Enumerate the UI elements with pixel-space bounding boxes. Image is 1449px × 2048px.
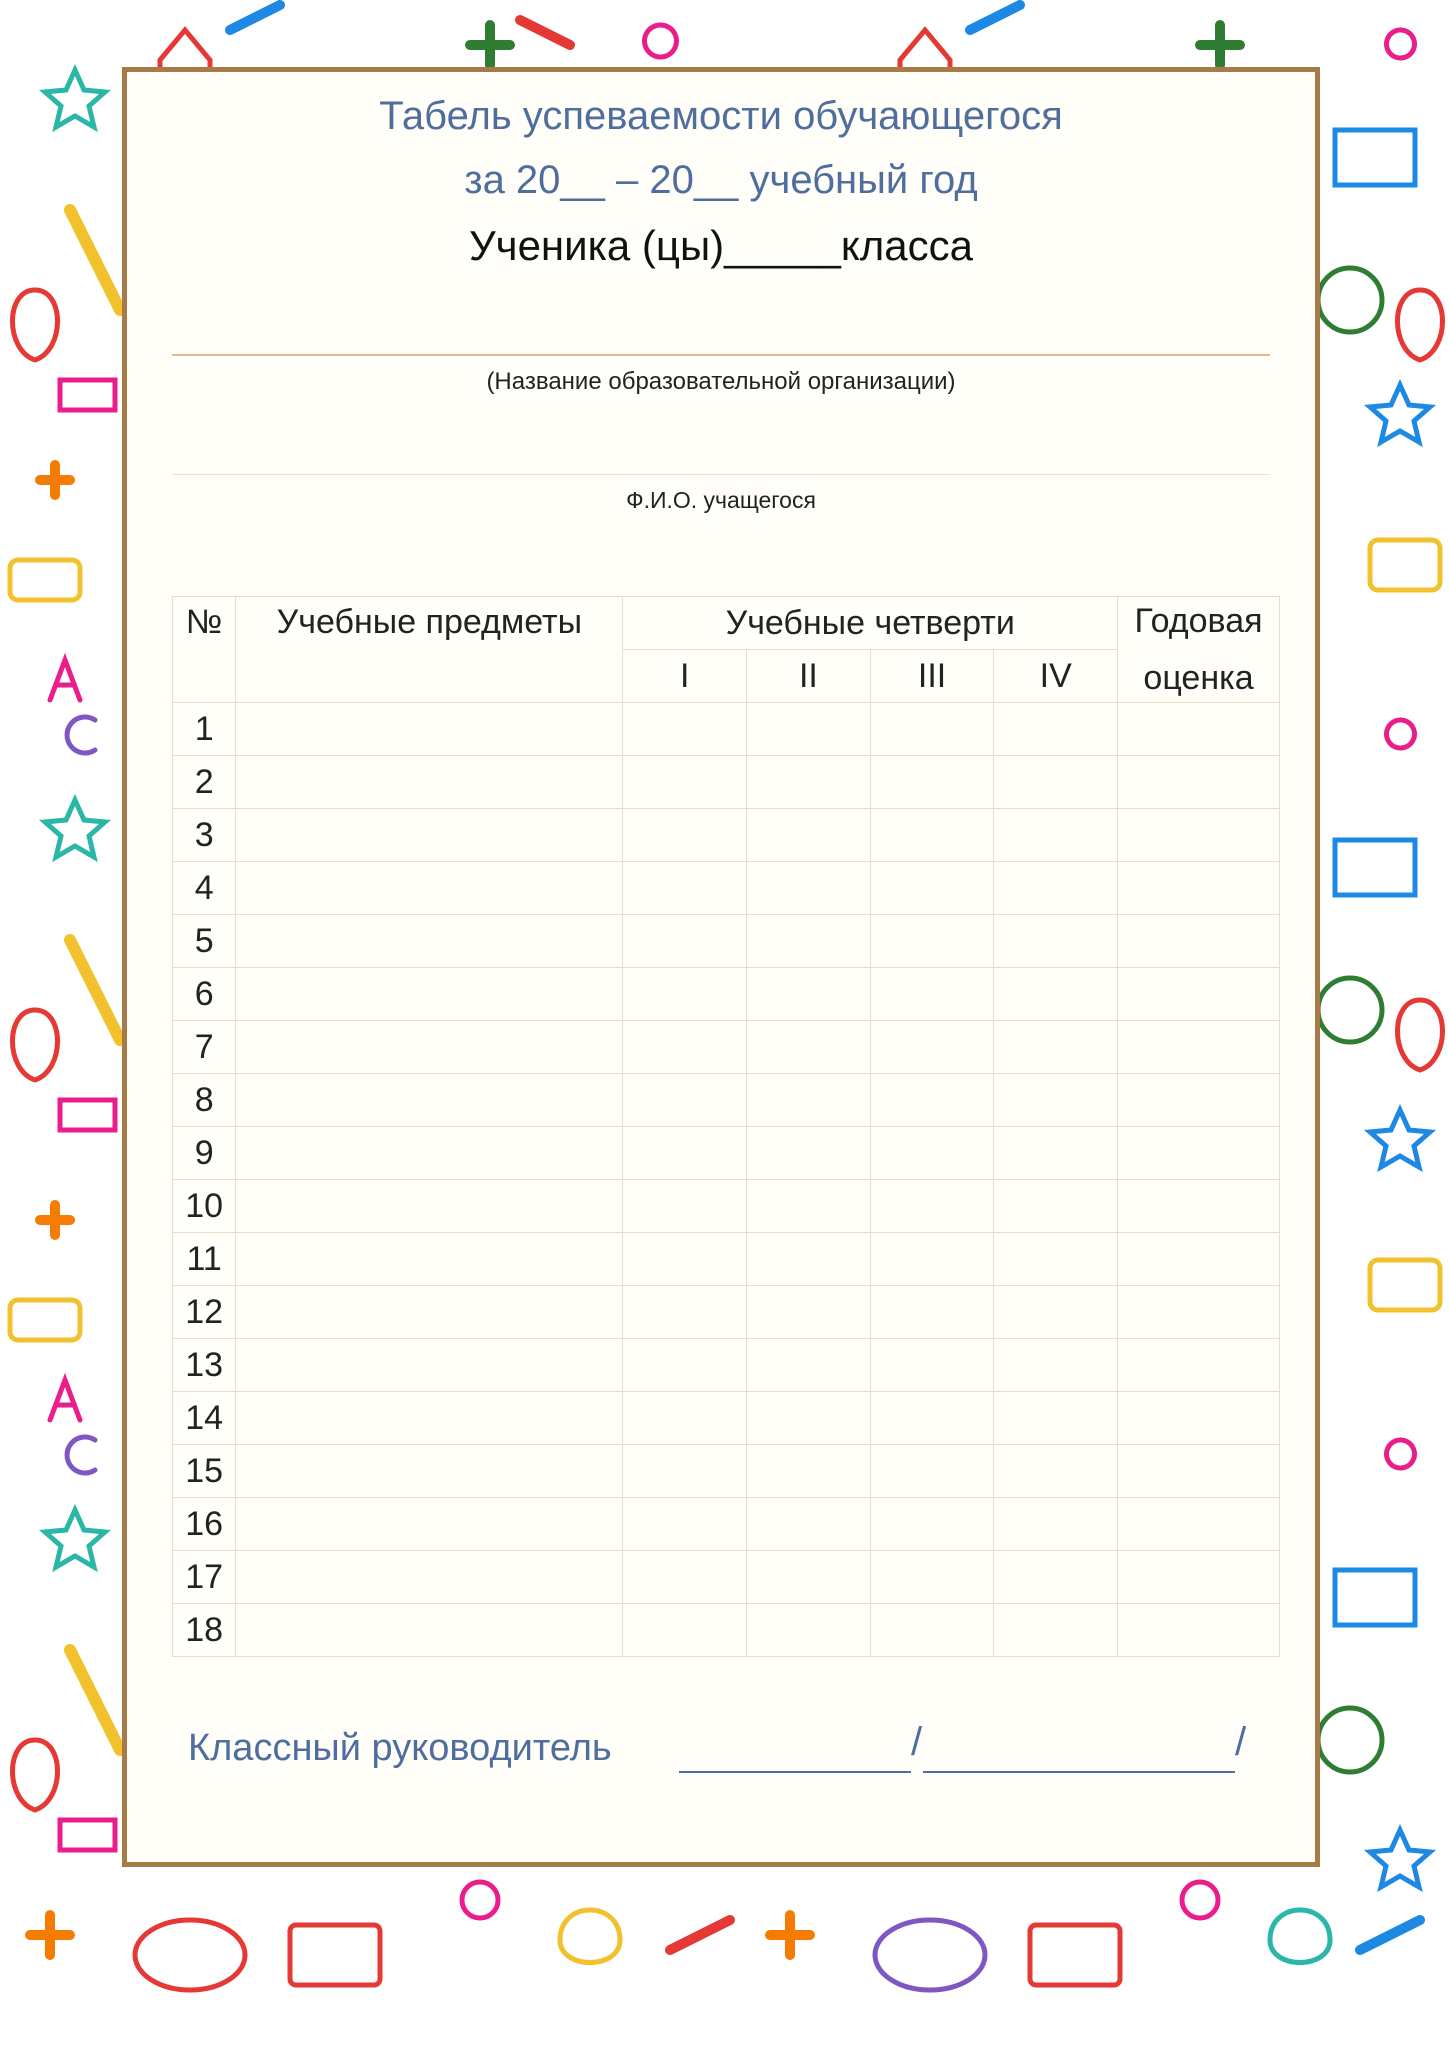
table-row bbox=[173, 756, 1280, 809]
subject-cell[interactable] bbox=[236, 862, 623, 915]
pencil-icon bbox=[230, 5, 280, 30]
row-number: 9 bbox=[173, 1127, 236, 1180]
magnifier-icon bbox=[1182, 1882, 1218, 1918]
quarter-2-cell[interactable] bbox=[747, 1021, 871, 1074]
quarter-2-cell[interactable] bbox=[747, 1551, 871, 1604]
palette-icon bbox=[135, 1920, 245, 1990]
table-row bbox=[173, 809, 1280, 862]
subject-cell[interactable] bbox=[236, 1233, 623, 1286]
row-number: 7 bbox=[173, 1021, 236, 1074]
annual-grade-cell[interactable] bbox=[1118, 915, 1280, 968]
subject-cell[interactable] bbox=[236, 1392, 623, 1445]
table-row bbox=[173, 1074, 1280, 1127]
signature-end-slash: / bbox=[1235, 1720, 1247, 1764]
row-number: 4 bbox=[173, 862, 236, 915]
book-icon bbox=[1335, 1570, 1415, 1625]
quarter-4-cell[interactable] bbox=[994, 703, 1118, 756]
hand-icon bbox=[560, 1910, 620, 1963]
table-row bbox=[173, 1604, 1280, 1657]
subject-cell[interactable] bbox=[236, 1074, 623, 1127]
quarter-4-cell[interactable] bbox=[994, 1392, 1118, 1445]
ruler-icon bbox=[60, 1820, 115, 1850]
pencil-icon bbox=[1360, 1920, 1420, 1950]
quarter-2-cell[interactable] bbox=[747, 968, 871, 1021]
table-row bbox=[173, 703, 1280, 756]
plus-icon bbox=[1200, 25, 1240, 65]
quarter-1-cell[interactable] bbox=[623, 1286, 747, 1339]
quarter-1-cell[interactable] bbox=[623, 1339, 747, 1392]
annual-grade-cell[interactable] bbox=[1118, 1074, 1280, 1127]
annual-grade-cell[interactable] bbox=[1118, 1339, 1280, 1392]
annual-grade-cell[interactable] bbox=[1118, 1604, 1280, 1657]
bus-icon bbox=[10, 560, 80, 600]
magnifier-icon bbox=[462, 1882, 498, 1918]
row-number: 2 bbox=[173, 756, 236, 809]
quarter-1-cell[interactable] bbox=[623, 1498, 747, 1551]
quarter-3-cell[interactable] bbox=[870, 862, 994, 915]
quarter-2-cell[interactable] bbox=[747, 1127, 871, 1180]
subject-cell[interactable] bbox=[236, 1498, 623, 1551]
table-row bbox=[173, 915, 1280, 968]
subject-cell[interactable] bbox=[236, 968, 623, 1021]
flower-icon bbox=[645, 25, 677, 57]
subject-cell[interactable] bbox=[236, 809, 623, 862]
row-number: 15 bbox=[173, 1445, 236, 1498]
quarter-4-cell[interactable] bbox=[994, 1233, 1118, 1286]
class-teacher-label: Классный руководитель bbox=[188, 1727, 612, 1769]
subject-cell[interactable] bbox=[236, 1339, 623, 1392]
header-annual-grade bbox=[1118, 597, 1280, 703]
quarter-3-cell[interactable] bbox=[870, 1286, 994, 1339]
row-number: 11 bbox=[173, 1233, 236, 1286]
quarter-3-cell[interactable] bbox=[870, 1551, 994, 1604]
quarter-1-cell[interactable] bbox=[623, 809, 747, 862]
quarter-2-cell[interactable] bbox=[747, 756, 871, 809]
subject-cell[interactable] bbox=[236, 1180, 623, 1233]
suitcase-icon bbox=[1030, 1925, 1120, 1985]
quarter-1-cell[interactable] bbox=[623, 1021, 747, 1074]
hand-icon bbox=[1270, 1910, 1330, 1963]
subject-cell[interactable] bbox=[236, 1127, 623, 1180]
quarter-4-cell[interactable] bbox=[994, 809, 1118, 862]
annual-grade-cell[interactable] bbox=[1118, 1392, 1280, 1445]
annual-grade-cell[interactable] bbox=[1118, 1021, 1280, 1074]
quarter-3-cell[interactable] bbox=[870, 1339, 994, 1392]
quarter-4-cell[interactable] bbox=[994, 756, 1118, 809]
apple-icon bbox=[1398, 290, 1443, 360]
annual-grade-cell[interactable] bbox=[1118, 968, 1280, 1021]
quarter-3-cell[interactable] bbox=[870, 756, 994, 809]
pencil-icon bbox=[70, 1650, 120, 1750]
table-row bbox=[173, 1339, 1280, 1392]
student-name-caption: Ф.И.О. учащегося bbox=[626, 487, 816, 513]
quarter-4-cell[interactable] bbox=[994, 1127, 1118, 1180]
quarter-2-cell[interactable] bbox=[747, 703, 871, 756]
quarter-2-cell[interactable] bbox=[747, 809, 871, 862]
quarter-1-cell[interactable] bbox=[623, 703, 747, 756]
subject-cell[interactable] bbox=[236, 756, 623, 809]
ruler-icon bbox=[60, 380, 115, 410]
quarter-2-cell[interactable] bbox=[747, 1233, 871, 1286]
flower-icon bbox=[1387, 30, 1415, 58]
quarter-3-cell[interactable] bbox=[870, 915, 994, 968]
quarter-1-cell[interactable] bbox=[623, 1551, 747, 1604]
header-annual-grade-line1: Годовая bbox=[1134, 601, 1263, 640]
quarter-1-cell[interactable] bbox=[623, 968, 747, 1021]
flower-icon bbox=[1387, 1440, 1415, 1468]
table-row bbox=[173, 1392, 1280, 1445]
pencil-icon bbox=[520, 20, 570, 45]
ruler-icon bbox=[60, 1100, 115, 1130]
quarter-2-cell[interactable] bbox=[747, 1180, 871, 1233]
quarter-2-cell[interactable] bbox=[747, 1074, 871, 1127]
palette-icon bbox=[875, 1920, 985, 1990]
quarter-2-cell[interactable] bbox=[747, 1498, 871, 1551]
table-row bbox=[173, 1021, 1280, 1074]
row-number: 14 bbox=[173, 1392, 236, 1445]
quarter-3-cell[interactable] bbox=[870, 1498, 994, 1551]
quarter-1-cell[interactable] bbox=[623, 1445, 747, 1498]
quarter-2-cell[interactable] bbox=[747, 915, 871, 968]
annual-grade-cell[interactable] bbox=[1118, 809, 1280, 862]
bus-icon bbox=[1370, 540, 1440, 590]
star-icon bbox=[45, 1510, 105, 1567]
subject-cell[interactable] bbox=[236, 1551, 623, 1604]
quarter-3-cell[interactable] bbox=[870, 1180, 994, 1233]
annual-grade-cell[interactable] bbox=[1118, 1233, 1280, 1286]
quarter-4-cell[interactable] bbox=[994, 1286, 1118, 1339]
annual-grade-cell[interactable] bbox=[1118, 1127, 1280, 1180]
row-number: 5 bbox=[173, 915, 236, 968]
quarter-2-cell[interactable] bbox=[747, 1445, 871, 1498]
report-card-sheet bbox=[122, 67, 1320, 1867]
row-number: 12 bbox=[173, 1286, 236, 1339]
quarter-4-cell[interactable] bbox=[994, 1604, 1118, 1657]
student-class-line: Ученика (цы)_____класса bbox=[469, 222, 973, 269]
globe-icon bbox=[1318, 268, 1382, 332]
plus-icon bbox=[470, 25, 510, 65]
bus-icon bbox=[1370, 1260, 1440, 1310]
quarter-4-cell[interactable] bbox=[994, 1551, 1118, 1604]
header-quarter-1: I bbox=[623, 650, 747, 703]
quarter-1-cell[interactable] bbox=[623, 915, 747, 968]
bus-icon bbox=[10, 1300, 80, 1340]
apple-icon bbox=[13, 290, 58, 360]
pencil-icon bbox=[70, 940, 120, 1040]
quarter-1-cell[interactable] bbox=[623, 1392, 747, 1445]
flower-icon bbox=[1387, 720, 1415, 748]
subject-cell[interactable] bbox=[236, 1445, 623, 1498]
table-row bbox=[173, 1498, 1280, 1551]
table-row bbox=[173, 1445, 1280, 1498]
annual-grade-cell[interactable] bbox=[1118, 1286, 1280, 1339]
quarter-3-cell[interactable] bbox=[870, 968, 994, 1021]
header-number: № bbox=[173, 597, 236, 703]
quarter-4-cell[interactable] bbox=[994, 968, 1118, 1021]
quarter-2-cell[interactable] bbox=[747, 1604, 871, 1657]
row-number: 18 bbox=[173, 1604, 236, 1657]
globe-icon bbox=[1318, 1708, 1382, 1772]
star-icon bbox=[45, 70, 105, 127]
subject-cell[interactable] bbox=[236, 1286, 623, 1339]
annual-grade-cell[interactable] bbox=[1118, 703, 1280, 756]
quarter-1-cell[interactable] bbox=[623, 1604, 747, 1657]
pencil-icon bbox=[970, 5, 1020, 30]
quarter-3-cell[interactable] bbox=[870, 809, 994, 862]
quarter-2-cell[interactable] bbox=[747, 1339, 871, 1392]
row-number: 3 bbox=[173, 809, 236, 862]
quarter-1-cell[interactable] bbox=[623, 1074, 747, 1127]
table-row bbox=[173, 1127, 1280, 1180]
plus-icon bbox=[770, 1915, 810, 1955]
apple-icon bbox=[13, 1010, 58, 1080]
globe-icon bbox=[1318, 978, 1382, 1042]
book-icon bbox=[1335, 130, 1415, 185]
school-year-line: за 20__ – 20__ учебный год bbox=[464, 158, 978, 202]
header-annual-grade-line2: оценка bbox=[1143, 658, 1254, 697]
header-quarter-3: III bbox=[870, 650, 994, 703]
quarter-4-cell[interactable] bbox=[994, 1339, 1118, 1392]
letter-a-icon bbox=[50, 1380, 80, 1420]
plus-icon bbox=[40, 1205, 70, 1235]
quarter-3-cell[interactable] bbox=[870, 1445, 994, 1498]
annual-grade-cell[interactable] bbox=[1118, 1498, 1280, 1551]
quarter-3-cell[interactable] bbox=[870, 1127, 994, 1180]
quarter-2-cell[interactable] bbox=[747, 1392, 871, 1445]
apple-icon bbox=[13, 1740, 58, 1810]
quarter-4-cell[interactable] bbox=[994, 1180, 1118, 1233]
table-row bbox=[173, 862, 1280, 915]
quarter-3-cell[interactable] bbox=[870, 1021, 994, 1074]
row-number: 6 bbox=[173, 968, 236, 1021]
letter-a-icon bbox=[50, 660, 80, 700]
letter-c-icon bbox=[67, 717, 95, 753]
book-icon bbox=[1335, 840, 1415, 895]
annual-grade-cell[interactable] bbox=[1118, 1180, 1280, 1233]
signature-separator: / bbox=[911, 1720, 923, 1764]
quarter-3-cell[interactable] bbox=[870, 703, 994, 756]
star-icon bbox=[1370, 385, 1430, 442]
subject-cell[interactable] bbox=[236, 1604, 623, 1657]
quarter-1-cell[interactable] bbox=[623, 756, 747, 809]
header-subjects: Учебные предметы bbox=[236, 597, 623, 703]
signature-field[interactable] bbox=[679, 1727, 911, 1773]
pencil-icon bbox=[70, 210, 120, 310]
quarter-3-cell[interactable] bbox=[870, 1074, 994, 1127]
annual-grade-cell[interactable] bbox=[1118, 1551, 1280, 1604]
quarter-1-cell[interactable] bbox=[623, 1127, 747, 1180]
quarter-4-cell[interactable] bbox=[994, 1445, 1118, 1498]
quarter-3-cell[interactable] bbox=[870, 1392, 994, 1445]
star-icon bbox=[45, 800, 105, 857]
document-title: Табель успеваемости обучающегося bbox=[379, 94, 1063, 138]
quarter-4-cell[interactable] bbox=[994, 915, 1118, 968]
student-name-rule bbox=[172, 474, 1270, 475]
table-row bbox=[173, 1286, 1280, 1339]
quarter-4-cell[interactable] bbox=[994, 862, 1118, 915]
plus-icon bbox=[40, 465, 70, 495]
header-quarter-4: IV bbox=[994, 650, 1118, 703]
organization-rule bbox=[172, 354, 1270, 356]
quarter-2-cell[interactable] bbox=[747, 862, 871, 915]
apple-icon bbox=[1398, 1000, 1443, 1070]
table-row bbox=[173, 1233, 1280, 1286]
quarter-3-cell[interactable] bbox=[870, 1604, 994, 1657]
quarter-1-cell[interactable] bbox=[623, 1233, 747, 1286]
plus-icon bbox=[30, 1915, 70, 1955]
row-number: 17 bbox=[173, 1551, 236, 1604]
pencil-icon bbox=[670, 1920, 730, 1950]
header-quarter-2: II bbox=[747, 650, 871, 703]
annual-grade-cell[interactable] bbox=[1118, 862, 1280, 915]
annual-grade-cell[interactable] bbox=[1118, 1445, 1280, 1498]
table-row bbox=[173, 1180, 1280, 1233]
row-number: 10 bbox=[173, 1180, 236, 1233]
subject-cell[interactable] bbox=[236, 915, 623, 968]
subject-cell[interactable] bbox=[236, 703, 623, 756]
quarter-1-cell[interactable] bbox=[623, 1180, 747, 1233]
table-row bbox=[173, 968, 1280, 1021]
grades-table bbox=[172, 596, 1280, 1657]
row-number: 8 bbox=[173, 1074, 236, 1127]
table-row bbox=[173, 1551, 1280, 1604]
quarter-4-cell[interactable] bbox=[994, 1074, 1118, 1127]
star-icon bbox=[1370, 1830, 1430, 1887]
teacher-name-field[interactable] bbox=[923, 1727, 1235, 1773]
organization-caption: (Название образовательной организации) bbox=[486, 368, 956, 395]
letter-c-icon bbox=[67, 1437, 95, 1473]
quarter-4-cell[interactable] bbox=[994, 1021, 1118, 1074]
quarter-3-cell[interactable] bbox=[870, 1233, 994, 1286]
subject-cell[interactable] bbox=[236, 1021, 623, 1074]
star-icon bbox=[1370, 1110, 1430, 1167]
quarter-4-cell[interactable] bbox=[994, 1498, 1118, 1551]
annual-grade-cell[interactable] bbox=[1118, 756, 1280, 809]
row-number: 16 bbox=[173, 1498, 236, 1551]
row-number: 13 bbox=[173, 1339, 236, 1392]
header-quarters: Учебные четверти bbox=[623, 597, 1118, 650]
row-number: 1 bbox=[173, 703, 236, 756]
quarter-2-cell[interactable] bbox=[747, 1286, 871, 1339]
quarter-1-cell[interactable] bbox=[623, 862, 747, 915]
suitcase-icon bbox=[290, 1925, 380, 1985]
